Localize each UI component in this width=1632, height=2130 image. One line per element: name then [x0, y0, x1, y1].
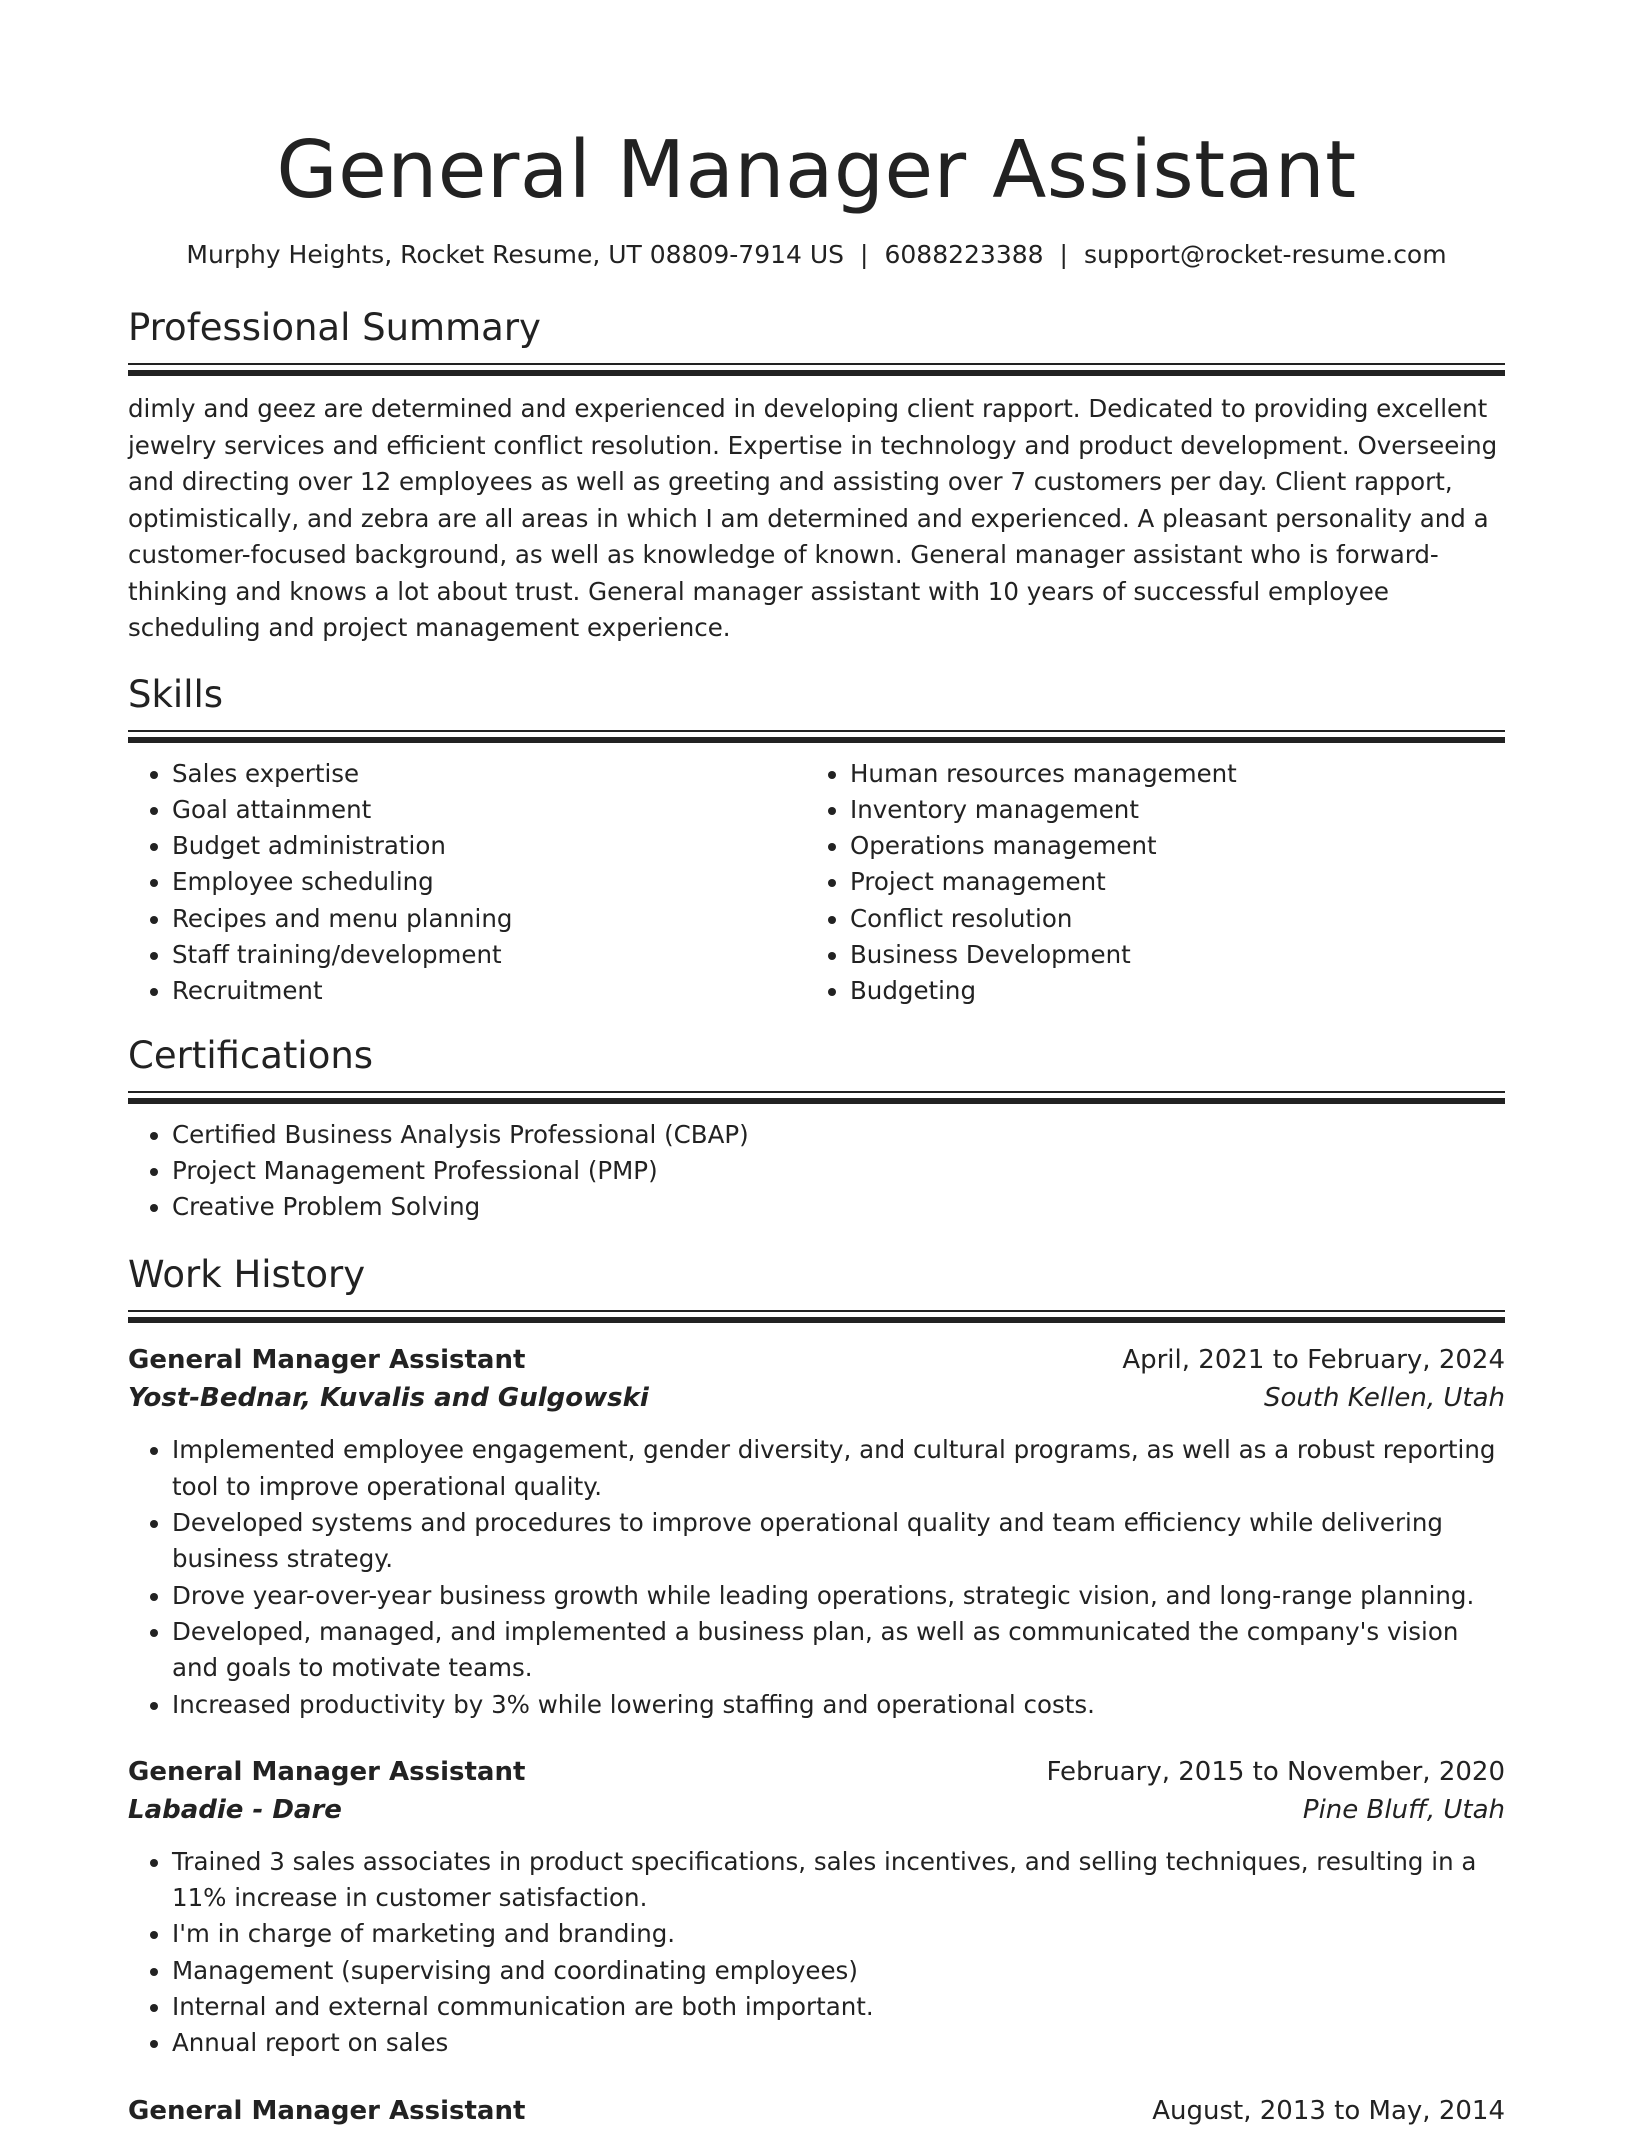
- resume-name: General Manager Assistant: [276, 124, 1357, 216]
- summary-section: [128, 305, 1505, 647]
- skill-item: • Staff training/development: [172, 937, 806, 973]
- skills-column-right: [806, 756, 1484, 1010]
- job-bullet-list: [128, 1844, 1505, 2062]
- contact-line: [128, 238, 1505, 272]
- contact-phone: 6088223388: [884, 240, 1044, 269]
- certifications-heading: Certifications: [128, 1033, 374, 1077]
- job-bullet: • Management (supervising and coordinating employees): [172, 1953, 1505, 1989]
- job-entry: [128, 1341, 1505, 1722]
- job-company: Yost-Bednar, Kuvalis and Gulgowski: [128, 1383, 649, 1414]
- contact-separator: |: [860, 240, 869, 269]
- job-dates: August, 2013 to May, 2014: [1152, 2095, 1505, 2126]
- job-entry: [128, 2092, 1505, 2130]
- skill-item: • Budget administration: [172, 828, 806, 864]
- skills-section: [128, 672, 1505, 1010]
- job-entry: [128, 1753, 1505, 2062]
- job-title-row: [128, 2092, 1505, 2130]
- job-title-row: [128, 1753, 1505, 1791]
- certification-item: • Creative Problem Solving: [172, 1189, 1505, 1225]
- skills-heading: Skills: [128, 672, 224, 716]
- job-company-row: [128, 1379, 1505, 1417]
- job-title: General Manager Assistant: [128, 1756, 526, 1787]
- job-location: South Kellen, Utah: [1263, 1383, 1505, 1414]
- job-bullet: • Annual report on sales: [172, 2025, 1505, 2061]
- skill-item: • Inventory management: [850, 792, 1484, 828]
- skills-list-right: [806, 756, 1484, 1010]
- section-divider: [128, 1310, 1505, 1324]
- certifications-section: [128, 1033, 1505, 1226]
- job-bullet: • Trained 3 sales associates in product specifications, sales incentives, and selling techniques, resulting in a 11% increase in customer satisfaction.: [172, 1844, 1505, 1917]
- job-company-row: [128, 1791, 1505, 1829]
- section-divider: [128, 1091, 1505, 1105]
- skill-item: • Conflict resolution: [850, 901, 1484, 937]
- job-bullet: • Implemented employee engagement, gender diversity, and cultural programs, as well as a robust reporting tool to improve operational quality.: [172, 1432, 1505, 1505]
- job-title: General Manager Assistant: [128, 2095, 526, 2126]
- skill-item: • Project management: [850, 864, 1484, 900]
- summary-text: dimly and geez are determined and experienced in developing client rapport. Dedicated to providing excellent jewelry services and efficient conflict resolution. Expertise in technology and product development. Overseeing and directing over 12 employees as well as greeting and assisting over 7 customers per day. Client rapport, optimistically, and zebra are all areas in which I am determined and experienced. A pleasant personality and a customer-focused background, as well as knowledge of known. General manager assistant who is forward-thinking and knows a lot about trust. General manager assistant with 10 years of successful employee scheduling and project management experience.: [128, 394, 1498, 642]
- job-bullet: • I'm in charge of marketing and branding.: [172, 1916, 1505, 1952]
- work-history-section: [128, 1252, 1505, 2129]
- skill-item: • Human resources management: [850, 756, 1484, 792]
- skill-item: • Operations management: [850, 828, 1484, 864]
- contact-address: Murphy Heights, Rocket Resume, UT 08809-7914 US: [186, 240, 845, 269]
- skills-list-left: [128, 756, 806, 1010]
- skill-item: • Recipes and menu planning: [172, 901, 806, 937]
- contact-separator: |: [1059, 240, 1068, 269]
- skills-column-left: [128, 756, 806, 1010]
- summary-heading: Professional Summary: [128, 306, 541, 349]
- skill-item: • Business Development: [850, 937, 1484, 973]
- job-location: Pine Bluff, Utah: [1302, 1794, 1505, 1825]
- job-bullet: • Internal and external communication are both important.: [172, 1989, 1505, 2025]
- job-bullet: • Developed, managed, and implemented a business plan, as well as communicated the company's vision and goals to motivate teams.: [172, 1614, 1505, 1687]
- certification-item: • Certified Business Analysis Professional (CBAP): [172, 1117, 1505, 1153]
- job-bullet: • Developed systems and procedures to improve operational quality and team efficiency while delivering business strategy.: [172, 1505, 1505, 1578]
- job-bullet: • Increased productivity by 3% while lowering staffing and operational costs.: [172, 1687, 1505, 1723]
- resume-page: [128, 0, 1505, 2130]
- certification-item: • Project Management Professional (PMP): [172, 1153, 1505, 1189]
- skill-item: • Employee scheduling: [172, 864, 806, 900]
- certifications-list: [128, 1117, 1505, 1226]
- job-company: Labadie - Dare: [128, 1794, 342, 1825]
- section-divider: [128, 730, 1505, 744]
- contact-email: support@rocket-resume.com: [1083, 240, 1447, 269]
- skill-item: • Goal attainment: [172, 792, 806, 828]
- section-divider: [128, 363, 1505, 377]
- job-bullet: • Drove year-over-year business growth while leading operations, strategic vision, and long-range planning.: [172, 1578, 1505, 1614]
- skill-item: • Budgeting: [850, 973, 1484, 1009]
- job-title-row: [128, 1341, 1505, 1379]
- skill-item: • Recruitment: [172, 973, 806, 1009]
- job-bullet-list: [128, 1432, 1505, 1722]
- job-dates: April, 2021 to February, 2024: [1122, 1345, 1505, 1376]
- skill-item: • Sales expertise: [172, 756, 806, 792]
- work-history-heading: Work History: [128, 1253, 366, 1297]
- skills-columns: [128, 756, 1505, 1010]
- job-title: General Manager Assistant: [128, 1345, 526, 1376]
- job-dates: February, 2015 to November, 2020: [1046, 1756, 1505, 1787]
